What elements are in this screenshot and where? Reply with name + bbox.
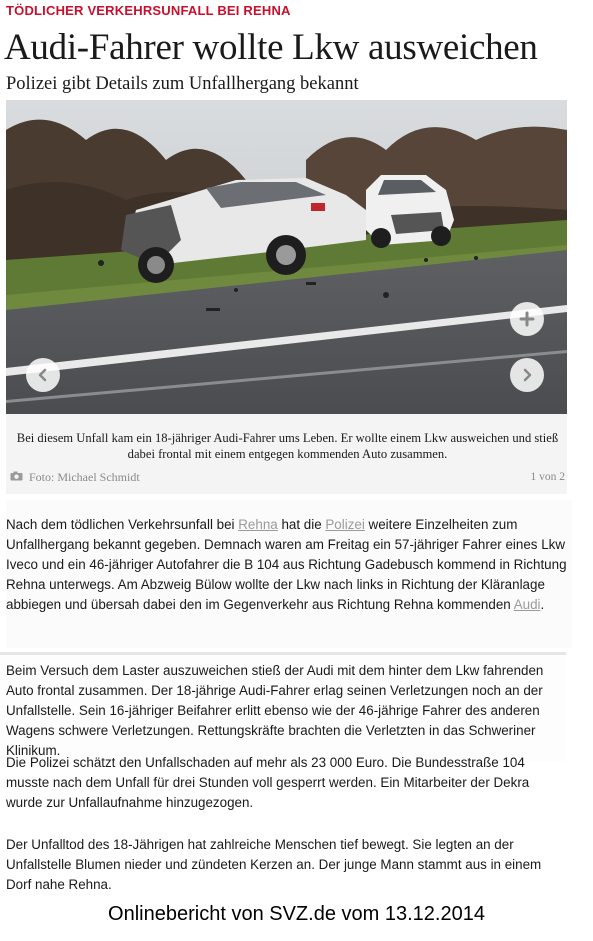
paragraph-2-box bbox=[0, 652, 566, 761]
photo-credit-text: Foto: Michael Schmidt bbox=[29, 470, 140, 484]
photo-credit bbox=[10, 470, 140, 485]
gallery-photo[interactable] bbox=[6, 100, 567, 414]
accident-scene-image bbox=[6, 100, 567, 414]
source-footer: Onlinebericht von SVZ.de vom 13.12.2014 bbox=[108, 903, 485, 925]
next-image-button[interactable] bbox=[510, 358, 544, 392]
paragraph-2: Beim Versuch dem Laster auszuweichen stieß der Audi mit dem hinter dem Lkw fahrenden Auto frontal zusammen. Der 18-jährige Audi-Fahrer erlag seinen Verletzungen noch an der Unfallstelle. Sein 16-jähriger Beifahrer erlitt ebenso wie der 46-jährige Fahrer des anderen Wagens schwere Verletzungen. Rettungskräfte brachten die Verletzten in das Schweriner Klinikum. bbox=[6, 663, 544, 758]
paragraph-1-text-c: weitere Einzelheiten zum Unfallhergang bekannt gegeben. Demnach waren am Freitag ein 57-jähriger Fahrer eines Lkw Iveco und ein 46-jähriger Autofahrer die B 104 aus Richtung Gadebusch kommend in Richtung Rehna unterwegs. Am Abzweig Bülow wollte der Lkw nach links in Richtung der Kläranlage abbiegen und übersah dabei den im Gegenverkehr aus Richtung Rehna kommenden bbox=[6, 517, 567, 612]
chevron-left-icon bbox=[35, 367, 51, 383]
paragraph-1-box bbox=[6, 500, 572, 648]
image-counter: 1 von 2 bbox=[530, 471, 565, 483]
gallery-caption-box bbox=[6, 414, 567, 494]
paragraph-1-text-a: Nach dem tödlichen Verkehrsunfall bei bbox=[6, 517, 239, 532]
paragraph-3: Die Polizei schätzt den Unfallschaden auf mehr als 23 000 Euro. Die Bundesstraße 104 musste nach dem Unfall für drei Stunden voll gesperrt werden. Ein Mitarbeiter der Dekra wurde zur Unfallaufnahme hinzugezogen. bbox=[6, 755, 530, 810]
paragraph-1-text-d: . bbox=[540, 597, 545, 612]
image-caption: Bei diesem Unfall kam ein 18-jähriger Audi-Fahrer ums Leben. Er wollte einem Lkw ausweichen und stieß dabei frontal mit einem entgegen kommenden Auto zusammen. bbox=[16, 431, 559, 461]
article-kicker: TÖDLICHER VERKEHRSUNFALL BEI REHNA bbox=[6, 3, 291, 18]
plus-icon bbox=[519, 311, 535, 327]
paragraph-1-text-b: hat die bbox=[277, 517, 326, 532]
link-polizei[interactable]: Polizei bbox=[325, 517, 365, 532]
link-audi[interactable]: Audi bbox=[513, 597, 541, 612]
camera-icon bbox=[10, 470, 23, 485]
link-rehna[interactable]: Rehna bbox=[238, 517, 278, 532]
paragraph-4: Der Unfalltod des 18-Jährigen hat zahlreiche Menschen tief bewegt. Sie legten an der Unfallstelle Blumen nieder und zündeten Kerzen an. Der junge Mann stammt aus in einem Dorf nahe Rehna. bbox=[6, 837, 542, 892]
article-headline: Audi-Fahrer wollte Lkw ausweichen bbox=[4, 27, 538, 68]
zoom-button[interactable] bbox=[510, 302, 544, 336]
chevron-right-icon bbox=[519, 367, 535, 383]
paragraph-1 bbox=[6, 515, 568, 615]
prev-image-button[interactable] bbox=[26, 358, 60, 392]
article-subline: Polizei gibt Details zum Unfallhergang bekannt bbox=[6, 74, 359, 94]
